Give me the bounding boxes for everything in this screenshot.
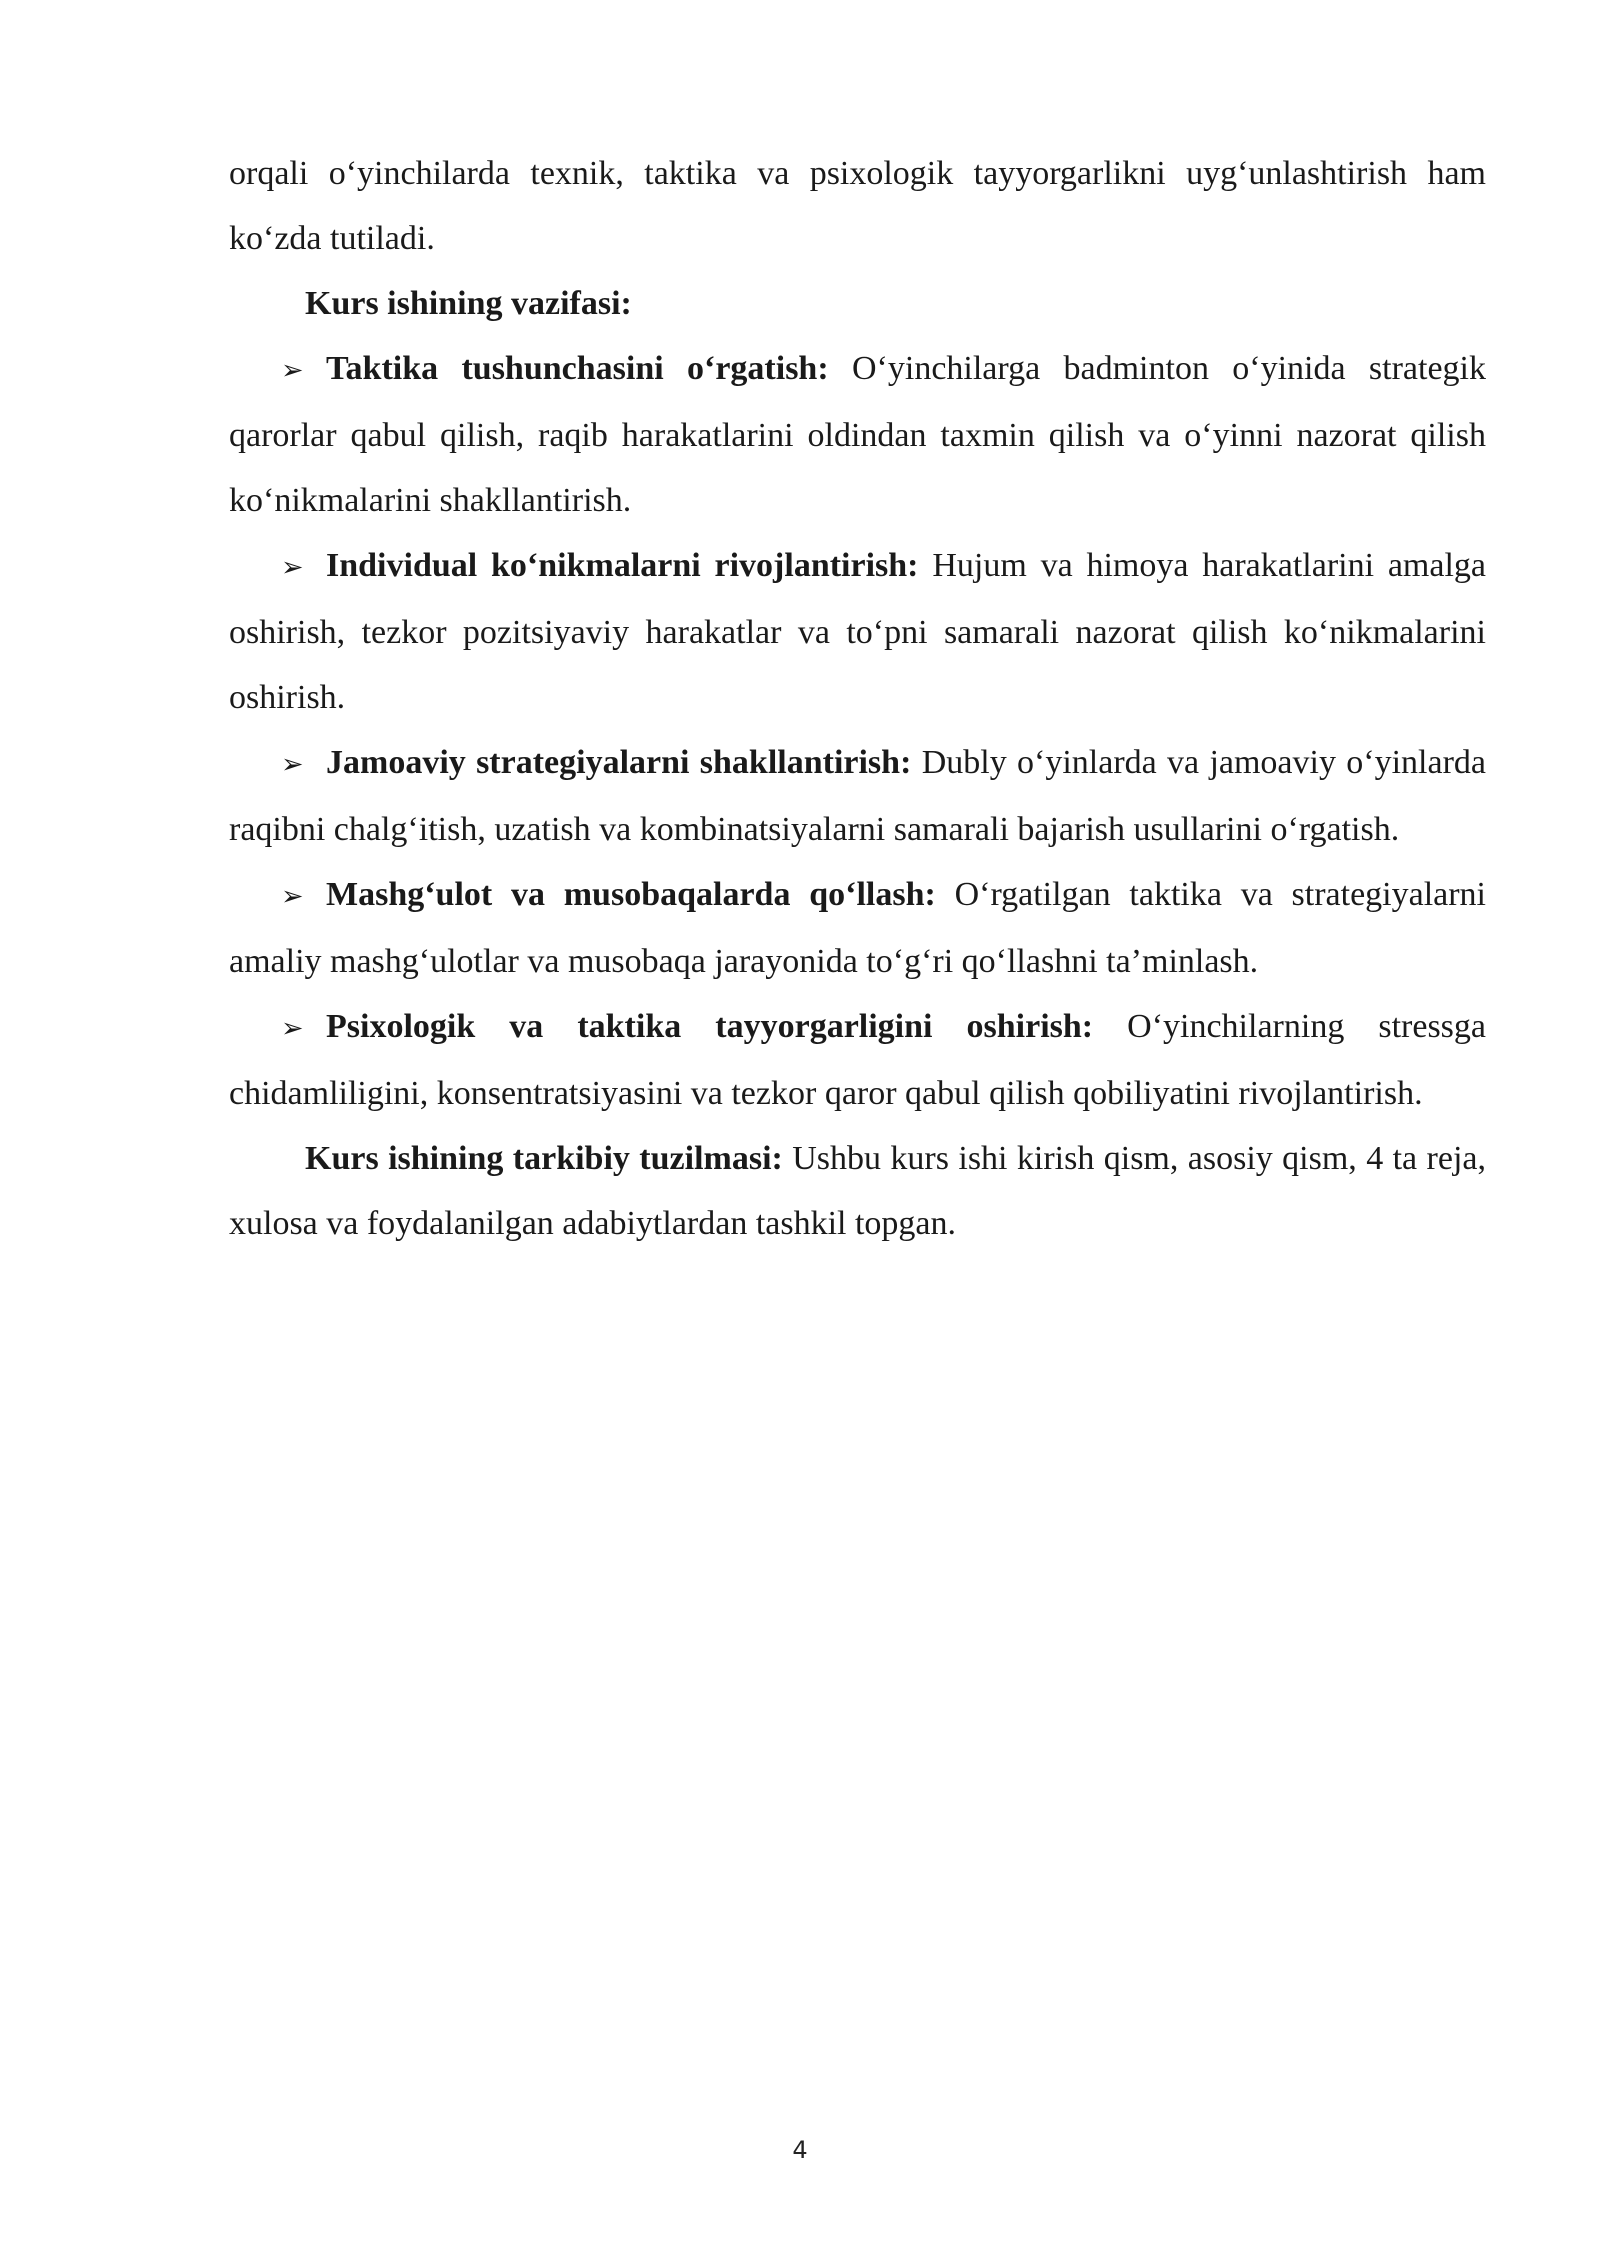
structure-text: Ushbu kurs ishi kirish qism, asosiy qism, 4 ta reja, xulosa va foydalanilgan adabiytlardan tashkil topgan. — [229, 1140, 1486, 1242]
task-title: Individual ko‘nikmalarni rivojlantirish: — [326, 547, 919, 584]
arrow-bullet-icon: ➢ — [281, 1013, 304, 1044]
structure-paragraph — [229, 1126, 1486, 1256]
task-item — [229, 994, 1486, 1126]
task-title: Jamoaviy strategiyalarni shakllantirish: — [326, 744, 912, 781]
task-text: Hujum va himoya harakatlarini amalga oshirish, tezkor pozitsiyaviy harakatlar va to‘pni samarali nazorat qilish ko‘nikmalarini oshirish. — [229, 547, 1487, 716]
arrow-bullet-icon: ➢ — [281, 552, 304, 583]
arrow-bullet-icon: ➢ — [281, 355, 304, 386]
document-body — [229, 141, 1486, 1256]
task-text: O‘rgatilgan taktika va strategiyalarni amaliy mashg‘ulotlar va musobaqa jarayonida to‘g‘ri qo‘llashni ta’minlash. — [229, 876, 1487, 980]
tasks-heading-text: Kurs ishining vazifasi: — [305, 285, 632, 322]
task-text: Dubly o‘yinlarda va jamoaviy o‘yinlarda raqibni chalg‘itish, uzatish va kombinatsiyalarni samarali bajarish usullarini o‘rgatish. — [229, 744, 1486, 848]
arrow-bullet-icon: ➢ — [281, 881, 304, 912]
tasks-heading — [229, 271, 1486, 336]
task-text: O‘yinchilarga badminton o‘yinida strategik qarorlar qabul qilish, raqib harakatlarini oldindan taxmin qilish va o‘yinni nazorat qilish ko‘nikmalarini shakllantirish. — [229, 350, 1486, 519]
task-item — [229, 533, 1486, 730]
task-title: Psixologik va taktika tayyorgarligini oshirish: — [326, 1008, 1094, 1045]
arrow-bullet-icon: ➢ — [281, 749, 304, 780]
task-item — [229, 336, 1486, 533]
structure-heading: Kurs ishining tarkibiy tuzilmasi: — [305, 1140, 783, 1177]
page-number: 4 — [792, 2136, 808, 2164]
task-item — [229, 862, 1486, 994]
intro-continuation: orqali o‘yinchilarda texnik, taktika va psixologik tayyorgarlikni uyg‘unlashtirish ham ko‘zda tutiladi. — [229, 155, 1486, 257]
task-item — [229, 730, 1486, 862]
task-text: O‘yinchilarning stressga chidamliligini, konsentratsiyasini va tezkor qaror qabul qilish qobiliyatini rivojlantirish. — [229, 1008, 1486, 1112]
task-title: Mashg‘ulot va musobaqalarda qo‘llash: — [326, 876, 936, 913]
task-title: Taktika tushunchasini o‘rgatish: — [326, 350, 829, 387]
